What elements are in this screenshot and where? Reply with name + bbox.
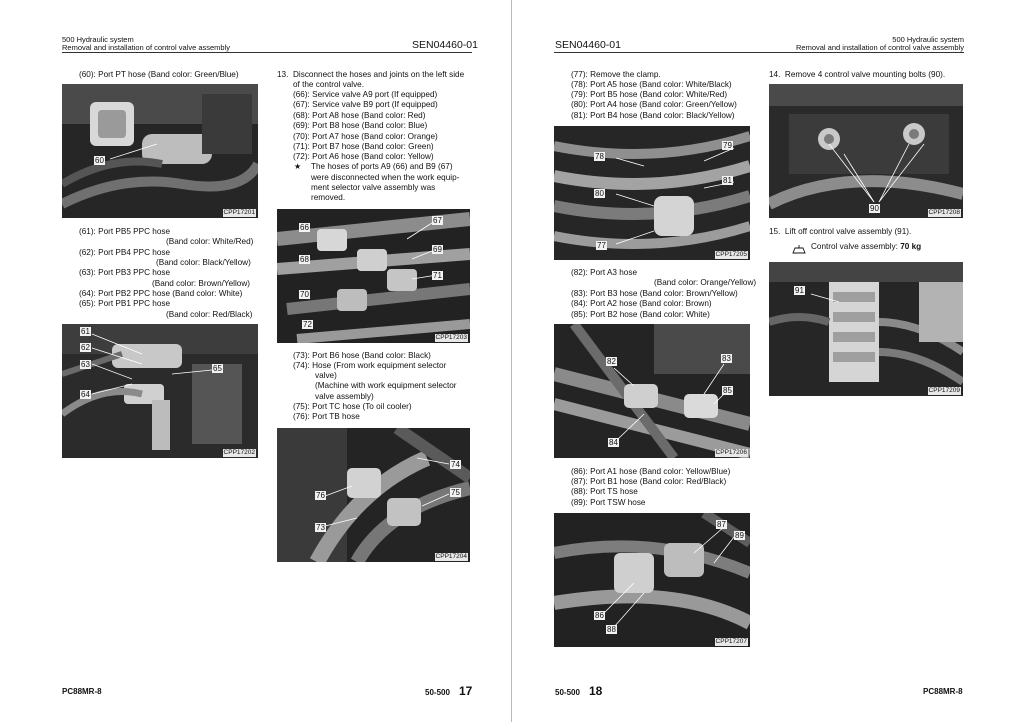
photo-cpp17207 (554, 513, 750, 647)
right-page-number: 18 (589, 684, 603, 698)
list-item: (76): Port TB hose (293, 412, 360, 421)
callout-85: 85 (723, 386, 732, 395)
list-item: (Band color: Orange/Yellow) (654, 278, 757, 287)
list-item: (69): Port B8 hose (Band color: Blue) (293, 121, 428, 130)
photo-cpp17209 (769, 262, 963, 396)
list-item: (68): Port A8 hose (Band color: Red) (293, 111, 426, 120)
photo-code: CPP17203 (435, 334, 467, 341)
photo-cpp17204 (277, 428, 470, 562)
list-item: valve) (315, 371, 337, 380)
weight-label: Control valve assembly: (811, 242, 901, 251)
photo-cpp17203 (277, 209, 470, 343)
callout-76: 76 (316, 491, 325, 500)
list-item: (65): Port PB1 PPC hose (79, 299, 171, 308)
weight-icon (791, 241, 807, 251)
callout-63: 63 (81, 360, 90, 369)
right-header-rule (554, 52, 964, 53)
list-item: (70): Port A7 hose (Band color: Orange) (293, 132, 438, 141)
list-item: (Band color: Brown/Yellow) (152, 279, 250, 288)
list-item: (74): Hose (From work equipment selector (293, 361, 447, 370)
list-item: (71): Port B7 hose (Band color: Green) (293, 142, 434, 151)
list-item: (Band color: Red/Black) (166, 310, 253, 319)
right-footer-section: 50-500 (555, 688, 580, 697)
photo-cpp17206 (554, 324, 750, 458)
note-line: removed. (311, 193, 346, 202)
step-15: 15. Lift off control valve assembly (91). (769, 227, 912, 236)
list-item: (63): Port PB3 PPC hose (79, 268, 171, 277)
list-item: (66): Service valve A9 port (If equipped) (293, 90, 438, 99)
callout-77: 77 (597, 241, 606, 250)
photo-code: CPP17202 (223, 449, 255, 456)
note-line: The hoses of ports A9 (66) and B9 (67) (311, 162, 453, 171)
step-13-text: Disconnect the hoses and joints on the left side (293, 70, 465, 79)
callout-67: 67 (433, 216, 442, 225)
callout-81: 81 (723, 176, 732, 185)
callout-68: 68 (300, 255, 309, 264)
callout-79: 79 (723, 141, 732, 150)
callout-66: 66 (300, 223, 309, 232)
callout-90: 90 (870, 204, 879, 213)
list-item: (75): Port TC hose (To oil cooler) (293, 402, 412, 411)
callout-84: 84 (609, 438, 618, 447)
list-item: (64): Port PB2 PPC hose (Band color: White) (79, 289, 243, 298)
photo-code: CPP17208 (928, 209, 960, 216)
list-item: (77): Remove the clamp. (571, 70, 661, 79)
callout-73: 73 (316, 523, 325, 532)
list-item: (80): Port A4 hose (Band color: Green/Yellow) (571, 100, 737, 109)
left-header-subsection: Removal and installation of control valve assembly (62, 43, 230, 52)
callout-70: 70 (300, 290, 309, 299)
right-doc-number: SEN04460-01 (555, 39, 621, 51)
list-item: (62): Port PB4 PPC hose (79, 248, 171, 257)
list-item: (79): Port B5 hose (Band color: White/Red) (571, 90, 728, 99)
photo-code: CPP17209 (928, 387, 960, 394)
right-page (512, 0, 1024, 722)
callout-82: 82 (607, 357, 616, 366)
star-icon: ★ (294, 162, 302, 171)
list-item: (73): Port B6 hose (Band color: Black) (293, 351, 431, 360)
callout-78: 78 (595, 152, 604, 161)
list-item: (Machine with work equipment selector (315, 381, 457, 390)
weight-text (811, 242, 921, 252)
left-header-section: 500 Hydraulic system (62, 35, 134, 44)
left-footer-model: PC88MR-8 (62, 687, 102, 696)
callout-91: 91 (795, 286, 804, 295)
left-footer-section: 50-500 (425, 688, 450, 697)
callout-62: 62 (81, 343, 90, 352)
right-footer-model: PC88MR-8 (923, 687, 963, 696)
callout-60: 60 (95, 156, 104, 165)
caption-60: (60): Port PT hose (Band color: Green/Blue) (79, 70, 239, 79)
list-item: (Band color: White/Red) (166, 237, 254, 246)
callout-69: 69 (433, 245, 442, 254)
step-14: 14. Remove 4 control valve mounting bolts (90). (769, 70, 946, 79)
callout-72: 72 (303, 320, 312, 329)
list-item: (81): Port B4 hose (Band color: Black/Yellow) (571, 111, 735, 120)
weight-value: 70 kg (900, 242, 922, 251)
photo-cpp17201 (62, 84, 258, 218)
list-item: (86): Port A1 hose (Band color: Yellow/Blue) (571, 467, 731, 476)
list-item: (61): Port PB5 PPC hose (79, 227, 171, 236)
left-doc-number: SEN04460-01 (412, 39, 478, 51)
list-item: (84): Port A2 hose (Band color: Brown) (571, 299, 712, 308)
callout-71: 71 (433, 271, 442, 280)
callout-87: 87 (717, 520, 726, 529)
callout-80: 80 (595, 189, 604, 198)
callout-74: 74 (451, 460, 460, 469)
list-item: (72): Port A6 hose (Band color: Yellow) (293, 152, 434, 161)
photo-code: CPP17204 (435, 553, 467, 560)
photo-code: CPP17207 (715, 638, 747, 645)
list-item: (83): Port B3 hose (Band color: Brown/Yellow) (571, 289, 738, 298)
callout-88: 88 (607, 625, 616, 634)
photo-code: CPP17206 (715, 449, 747, 456)
list-item: (67): Service valve B9 port (If equipped) (293, 100, 438, 109)
step-13-number: 13. (277, 70, 289, 79)
list-item: (Band color: Black/Yellow) (156, 258, 251, 267)
photo-code: CPP17201 (223, 209, 255, 216)
callout-75: 75 (451, 488, 460, 497)
list-item: (78): Port A5 hose (Band color: White/Black) (571, 80, 732, 89)
photo-cpp17208 (769, 84, 963, 218)
list-item: (82): Port A3 hose (571, 268, 637, 277)
callout-61: 61 (81, 327, 90, 336)
photo-cpp17202 (62, 324, 258, 458)
callout-86: 86 (595, 611, 604, 620)
note-line: ment selector valve assembly was (311, 183, 436, 192)
left-page-number: 17 (459, 684, 473, 698)
callout-65: 65 (213, 364, 222, 373)
photo-code: CPP17205 (715, 251, 747, 258)
list-item: (89): Port TSW hose (571, 498, 646, 507)
callout-64: 64 (81, 390, 90, 399)
list-item: valve assembly) (315, 392, 374, 401)
left-header-rule (62, 52, 472, 53)
callout-83: 83 (722, 354, 731, 363)
photo-cpp17205 (554, 126, 750, 260)
list-item: (88): Port TS hose (571, 487, 638, 496)
right-header-section: 500 Hydraulic system (892, 35, 964, 44)
right-header-subsection: Removal and installation of control valve assembly (796, 43, 964, 52)
list-item: (85): Port B2 hose (Band color: White) (571, 310, 710, 319)
note-line: were disconnected when the work equip- (311, 173, 460, 182)
step-13-text: of the control valve. (293, 80, 364, 89)
list-item: (87): Port B1 hose (Band color: Red/Black) (571, 477, 727, 486)
callout-89: 89 (735, 531, 744, 540)
